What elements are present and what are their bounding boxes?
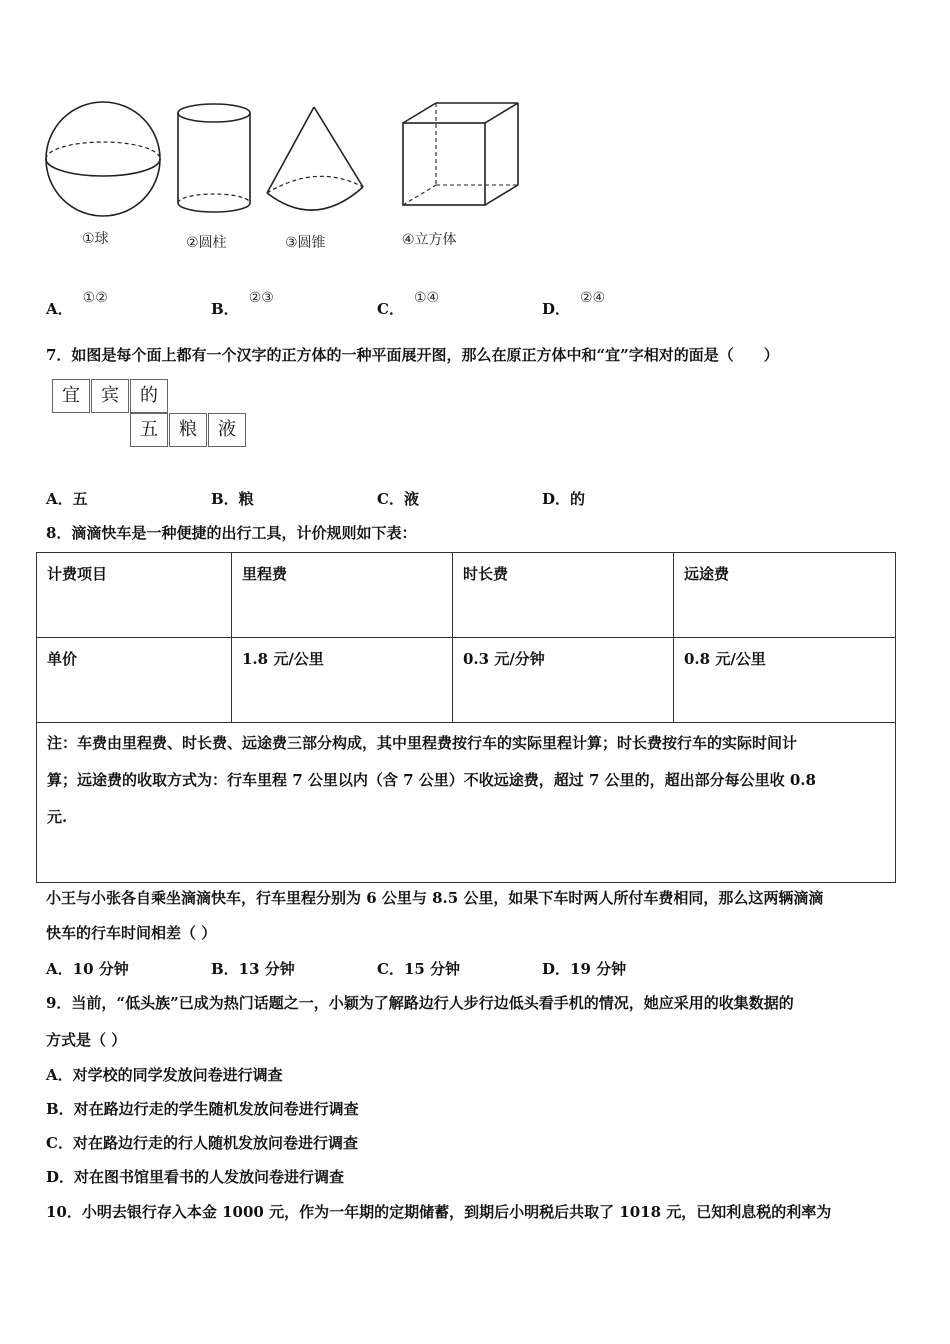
q8-option-a[interactable]: A．10 分钟	[46, 960, 129, 978]
table-cell: 0.3 元/分钟	[453, 638, 674, 723]
q9-option-d[interactable]: D．对在图书馆里看书的人发放问卷进行调查	[46, 1168, 345, 1186]
q8-option-b[interactable]: B．13 分钟	[211, 960, 295, 978]
net-cell: 的	[130, 379, 168, 413]
option-value: ②③	[248, 290, 274, 306]
q9-option-c[interactable]: C．对在路边行走的行人随机发放问卷进行调查	[46, 1134, 358, 1152]
table-note	[37, 723, 896, 883]
option-value: ①④	[413, 290, 440, 306]
q8-text: 8．滴滴快车是一种便捷的出行工具，计价规则如下表：	[46, 524, 417, 542]
note-line: 注：车费由里程费、时长费、远途费三部分构成，其中里程费按行车的实际里程计算；时长费按行车的实际时间计	[47, 734, 798, 752]
cone-icon	[267, 107, 363, 210]
q10-line1: 10．小明去银行存入本金 1000 元，作为一年期的定期储蓄，到期后小明税后共取了 1018 元，已知利息税的利率为	[46, 1203, 832, 1221]
cylinder-icon	[178, 104, 250, 212]
q9-option-b[interactable]: B．对在路边行走的学生随机发放问卷进行调查	[46, 1100, 359, 1118]
option-value: ①②	[82, 290, 108, 306]
q8-option-c[interactable]: C．15 分钟	[377, 960, 461, 978]
table-row	[37, 723, 896, 883]
table-header: 里程费	[232, 553, 453, 638]
option-letter: C．	[377, 300, 404, 318]
q7-text: 7．如图是每个面上都有一个汉字的正方体的一种平面展开图，那么在原正方体中和“宜”字相对的面是（ ）	[46, 346, 779, 364]
net-cell: 液	[208, 413, 246, 447]
table-header: 时长费	[453, 553, 674, 638]
table-cell: 1.8 元/公里	[232, 638, 453, 723]
shape-label-cube: ④立方体	[402, 232, 457, 248]
shapes-figure	[30, 95, 550, 220]
note-line: 元.	[47, 808, 68, 826]
cube-icon	[403, 103, 518, 205]
shape-label-cone: ③圆锥	[285, 235, 326, 251]
shape-label-cylinder: ②圆柱	[186, 235, 227, 251]
q7-option-d[interactable]: D．的	[542, 490, 586, 508]
fare-table	[36, 552, 896, 883]
q7-option-c[interactable]: C．液	[377, 490, 419, 508]
option-value: ②④	[580, 290, 606, 306]
net-cell: 粮	[169, 413, 207, 447]
q6-option-a[interactable]	[46, 290, 108, 319]
table-row	[37, 553, 896, 638]
table-header: 计费项目	[37, 553, 232, 638]
q6-option-b[interactable]	[211, 290, 274, 319]
option-letter: A．	[46, 300, 73, 318]
shape-label-sphere: ①球	[82, 231, 109, 247]
q9-option-a[interactable]: A．对学校的同学发放问卷进行调查	[46, 1066, 283, 1084]
q9-line1: 9．当前，“低头族”已成为热门话题之一，小颖为了解路边行人步行边低头看手机的情况，她应采用的收集数据的	[46, 994, 794, 1012]
sphere-icon	[46, 102, 160, 216]
q6-option-c[interactable]	[377, 290, 440, 319]
net-cell: 五	[130, 413, 168, 447]
table-cell: 0.8 元/公里	[674, 638, 896, 723]
table-header: 远途费	[674, 553, 896, 638]
q9-line2: 方式是（ ）	[46, 1031, 127, 1049]
net-cell: 宾	[91, 379, 129, 413]
option-letter: D．	[542, 300, 571, 318]
q8-after-line2: 快车的行车时间相差（ ）	[46, 924, 217, 942]
table-row	[37, 638, 896, 723]
q6-option-d[interactable]	[542, 290, 606, 319]
q7-option-b[interactable]: B．粮	[211, 490, 254, 508]
q8-option-d[interactable]: D．19 分钟	[542, 960, 627, 978]
q7-option-a[interactable]: A．五	[46, 490, 88, 508]
net-cell: 宜	[52, 379, 90, 413]
table-cell: 单价	[37, 638, 232, 723]
note-line: 算；远途费的收取方式为：行车里程 7 公里以内（含 7 公里）不收远途费，超过 7 公里的，超出部分每公里收 0.8	[47, 771, 816, 789]
option-letter: B．	[211, 300, 239, 318]
q8-after-line1: 小王与小张各自乘坐滴滴快车，行车里程分别为 6 公里与 8.5 公里，如果下车时两人所付车费相同，那么这两辆滴滴	[46, 889, 824, 907]
